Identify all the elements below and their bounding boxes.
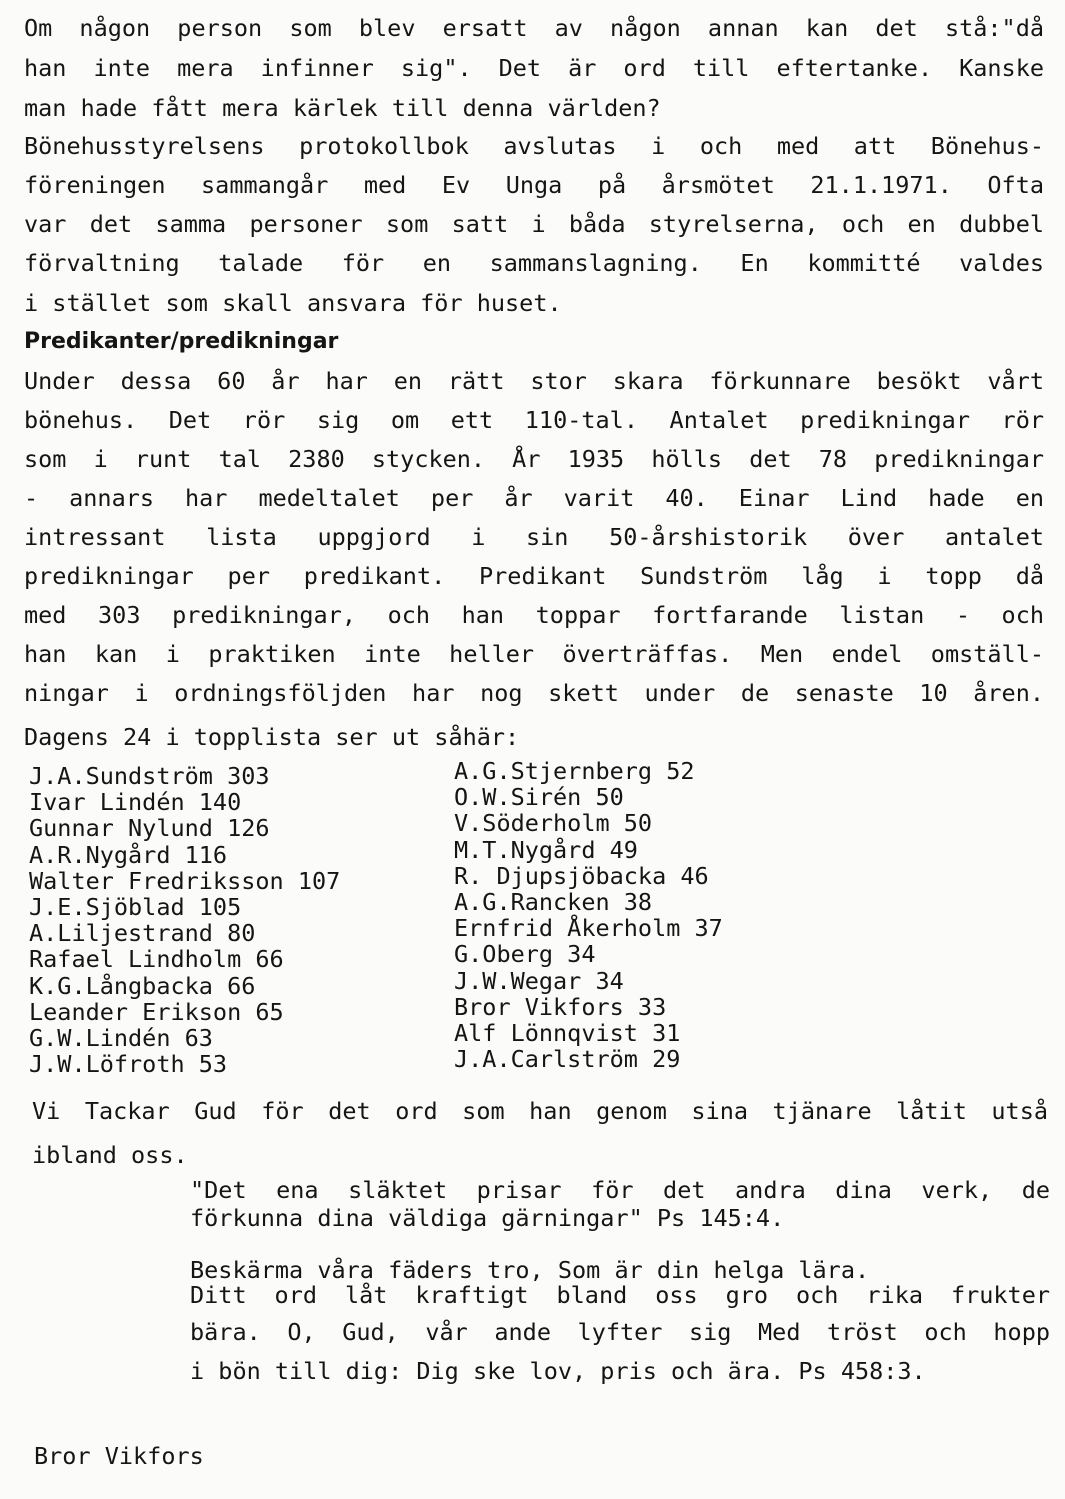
list-item: Ivar Lindén 140	[29, 788, 242, 817]
body-line: bönehus. Det rör sig om ett 110-tal. Antalet predikningar rör	[24, 406, 1044, 434]
list-item: J.A.Carlström 29	[454, 1045, 681, 1074]
intro-line: i stället som skall ansvara för huset.	[24, 289, 562, 317]
intro-line: föreningen sammangår med Ev Unga på årsmötet 21.1.1971. Ofta	[24, 171, 1044, 199]
body-line: som i runt tal 2380 stycken. År 1935 hölls det 78 predikningar	[24, 445, 1044, 473]
list-item: Leander Erikson 65	[29, 997, 284, 1026]
list-item: Rafael Lindholm 66	[29, 945, 284, 974]
list-item: G.W.Lindén 63	[29, 1024, 213, 1053]
hymn-line: Ditt ord låt kraftigt bland oss gro och rika frukter	[190, 1281, 1050, 1309]
hymn-line: i bön till dig: Dig ske lov, pris och ära. Ps 458:3.	[190, 1357, 926, 1385]
preacher-list-right	[454, 758, 723, 1072]
body-line: han kan i praktiken inte heller överträffas. Men endel omställ-	[24, 640, 1044, 668]
list-item: A.G.Rancken 38	[454, 888, 653, 917]
quote-line: "Det ena släktet prisar för det andra dina verk, de	[190, 1176, 1050, 1204]
intro-line: man hade fått mera kärlek till denna världen?	[24, 94, 661, 122]
hymn-line: bära. O, Gud, vår ande lyfter sig Med tröst och hopp	[190, 1318, 1050, 1346]
list-item: V.Söderholm 50	[454, 809, 653, 838]
body-line: - annars har medeltalet per år varit 40. Einar Lind hade en	[24, 484, 1044, 512]
intro-line: förvaltning talade för en sammanslagning. En kommitté valdes	[24, 249, 1044, 277]
list-item: K.G.Långbacka 66	[29, 971, 256, 1000]
list-item: Walter Fredriksson 107	[29, 866, 341, 895]
intro-line: Om någon person som blev ersatt av någon annan kan det stå:"då	[24, 14, 1044, 42]
list-item: A.R.Nygård 116	[29, 840, 228, 869]
hymn-line: Beskärma våra fäders tro, Som är din helga lära.	[190, 1256, 870, 1284]
list-item: J.W.Löfroth 53	[29, 1050, 228, 1079]
body-line: intressant lista uppgjord i sin 50-årshistorik över antalet	[24, 523, 1044, 551]
body-line: med 303 predikningar, och han toppar fortfarande listan - och	[24, 601, 1044, 629]
list-item: R. Djupsjöbacka 46	[454, 861, 709, 890]
list-item: J.W.Wegar 34	[454, 966, 624, 995]
preacher-list-left	[29, 763, 340, 1077]
list-item: O.W.Sirén 50	[454, 783, 624, 812]
intro-line: var det samma personer som satt i båda styrelserna, och en dubbel	[24, 210, 1044, 238]
quote-line: förkunna dina väldiga gärningar" Ps 145:4.	[190, 1204, 785, 1232]
list-item: J.A.Sundström 303	[29, 762, 270, 790]
body-line: predikningar per predikant. Predikant Sundström låg i topp då	[24, 562, 1044, 590]
signature: Bror Vikfors	[34, 1442, 204, 1470]
list-item: J.E.Sjöblad 105	[29, 893, 242, 922]
section-heading: Predikanter/predikningar	[24, 329, 339, 354]
list-item: Ernfrid Åkerholm 37	[454, 914, 723, 943]
closing-line: ibland oss.	[32, 1141, 188, 1169]
list-item: Gunnar Nylund 126	[29, 814, 270, 843]
intro-line: han inte mera infinner sig". Det är ord till eftertanke. Kanske	[24, 54, 1044, 82]
list-item: A.G.Stjernberg 52	[454, 757, 695, 785]
list-item: A.Liljestrand 80	[29, 919, 256, 948]
list-item: Alf Lönnqvist 31	[454, 1019, 681, 1048]
list-item: Bror Vikfors 33	[454, 992, 667, 1021]
closing-line: Vi Tackar Gud för det ord som han genom sina tjänare låtit utså	[32, 1097, 1048, 1125]
body-line: Dagens 24 i topplista ser ut såhär:	[24, 723, 520, 751]
intro-line: Bönehusstyrelsens protokollbok avslutas i och med att Bönehus-	[24, 132, 1044, 160]
list-item: G.Oberg 34	[454, 940, 596, 969]
body-line: Under dessa 60 år har en rätt stor skara förkunnare besökt vårt	[24, 367, 1044, 395]
list-item: M.T.Nygård 49	[454, 835, 638, 864]
body-line: ningar i ordningsföljden har nog skett under de senaste 10 åren.	[24, 679, 1044, 707]
